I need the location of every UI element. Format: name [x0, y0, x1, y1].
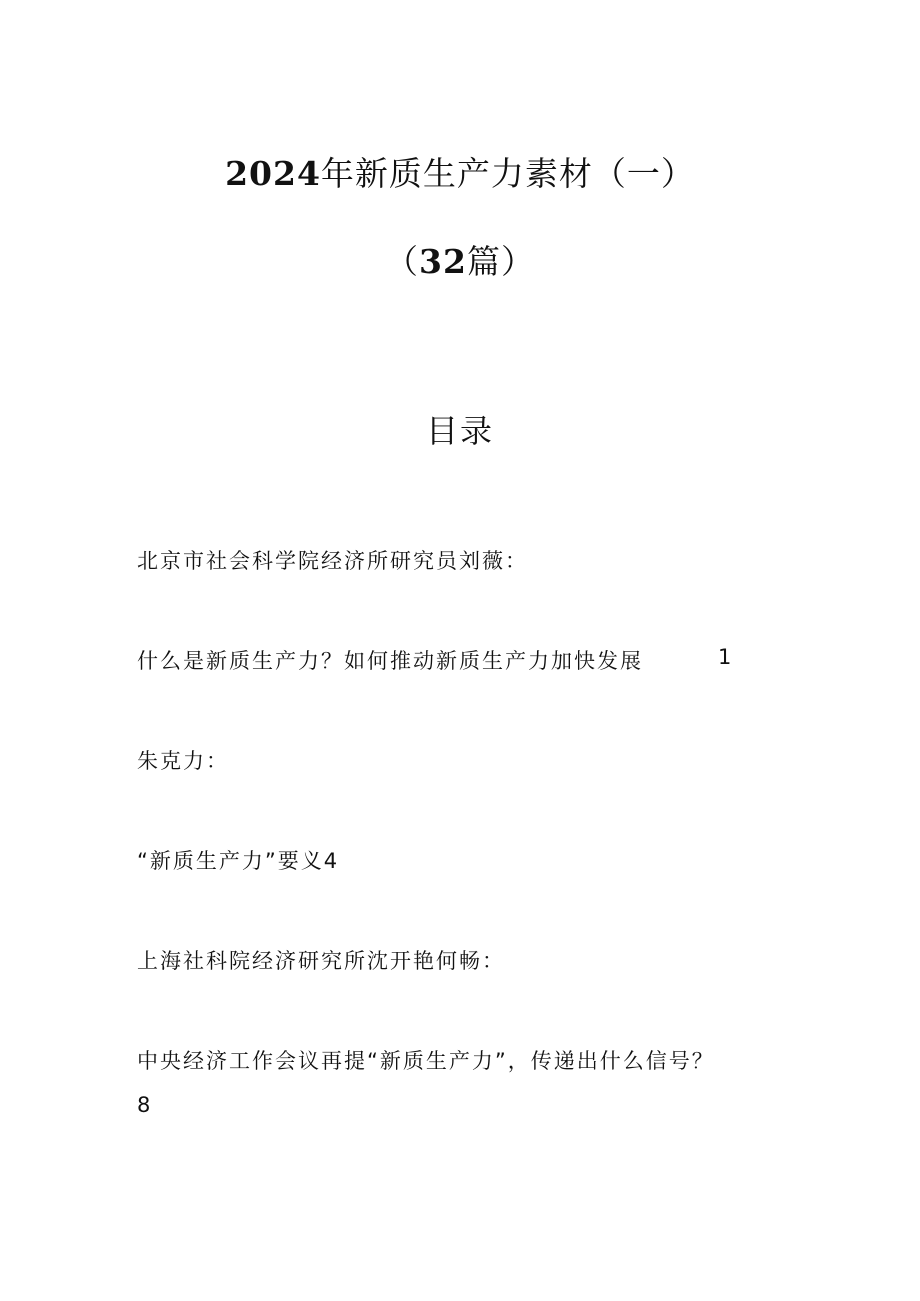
toc-entry-2-author: 朱克力：	[137, 749, 229, 773]
toc-entry-2-page: 4	[323, 849, 340, 873]
subtitle-count: 32	[419, 242, 467, 281]
toc-entry-1-page: 1	[718, 645, 732, 669]
subtitle-open-paren: （	[385, 242, 420, 281]
toc-entry-2-title: “新质生产力”要义	[137, 849, 324, 873]
toc-entry-3-title: 中央经济工作会议再提“新质生产力”，传递出什么信号？	[137, 1049, 715, 1073]
toc-entry-1-author: 北京市社会科学院经济所研究员刘薇：	[137, 549, 528, 573]
document-subtitle	[0, 236, 920, 283]
toc-entry-3-page: 8	[137, 1093, 153, 1117]
subtitle-text: 篇）	[466, 242, 535, 281]
title-year: 2024	[225, 154, 321, 193]
toc-entry-2-line	[137, 845, 737, 875]
toc-heading: 目录	[425, 412, 494, 450]
title-text: 年新质生产力素材（一）	[320, 154, 695, 193]
document-title	[0, 148, 920, 195]
toc-entry-3-author: 上海社科院经济研究所沈开艳何畅：	[137, 949, 505, 973]
toc-entry-1-title: 什么是新质生产力？如何推动新质生产力加快发展	[137, 649, 643, 673]
